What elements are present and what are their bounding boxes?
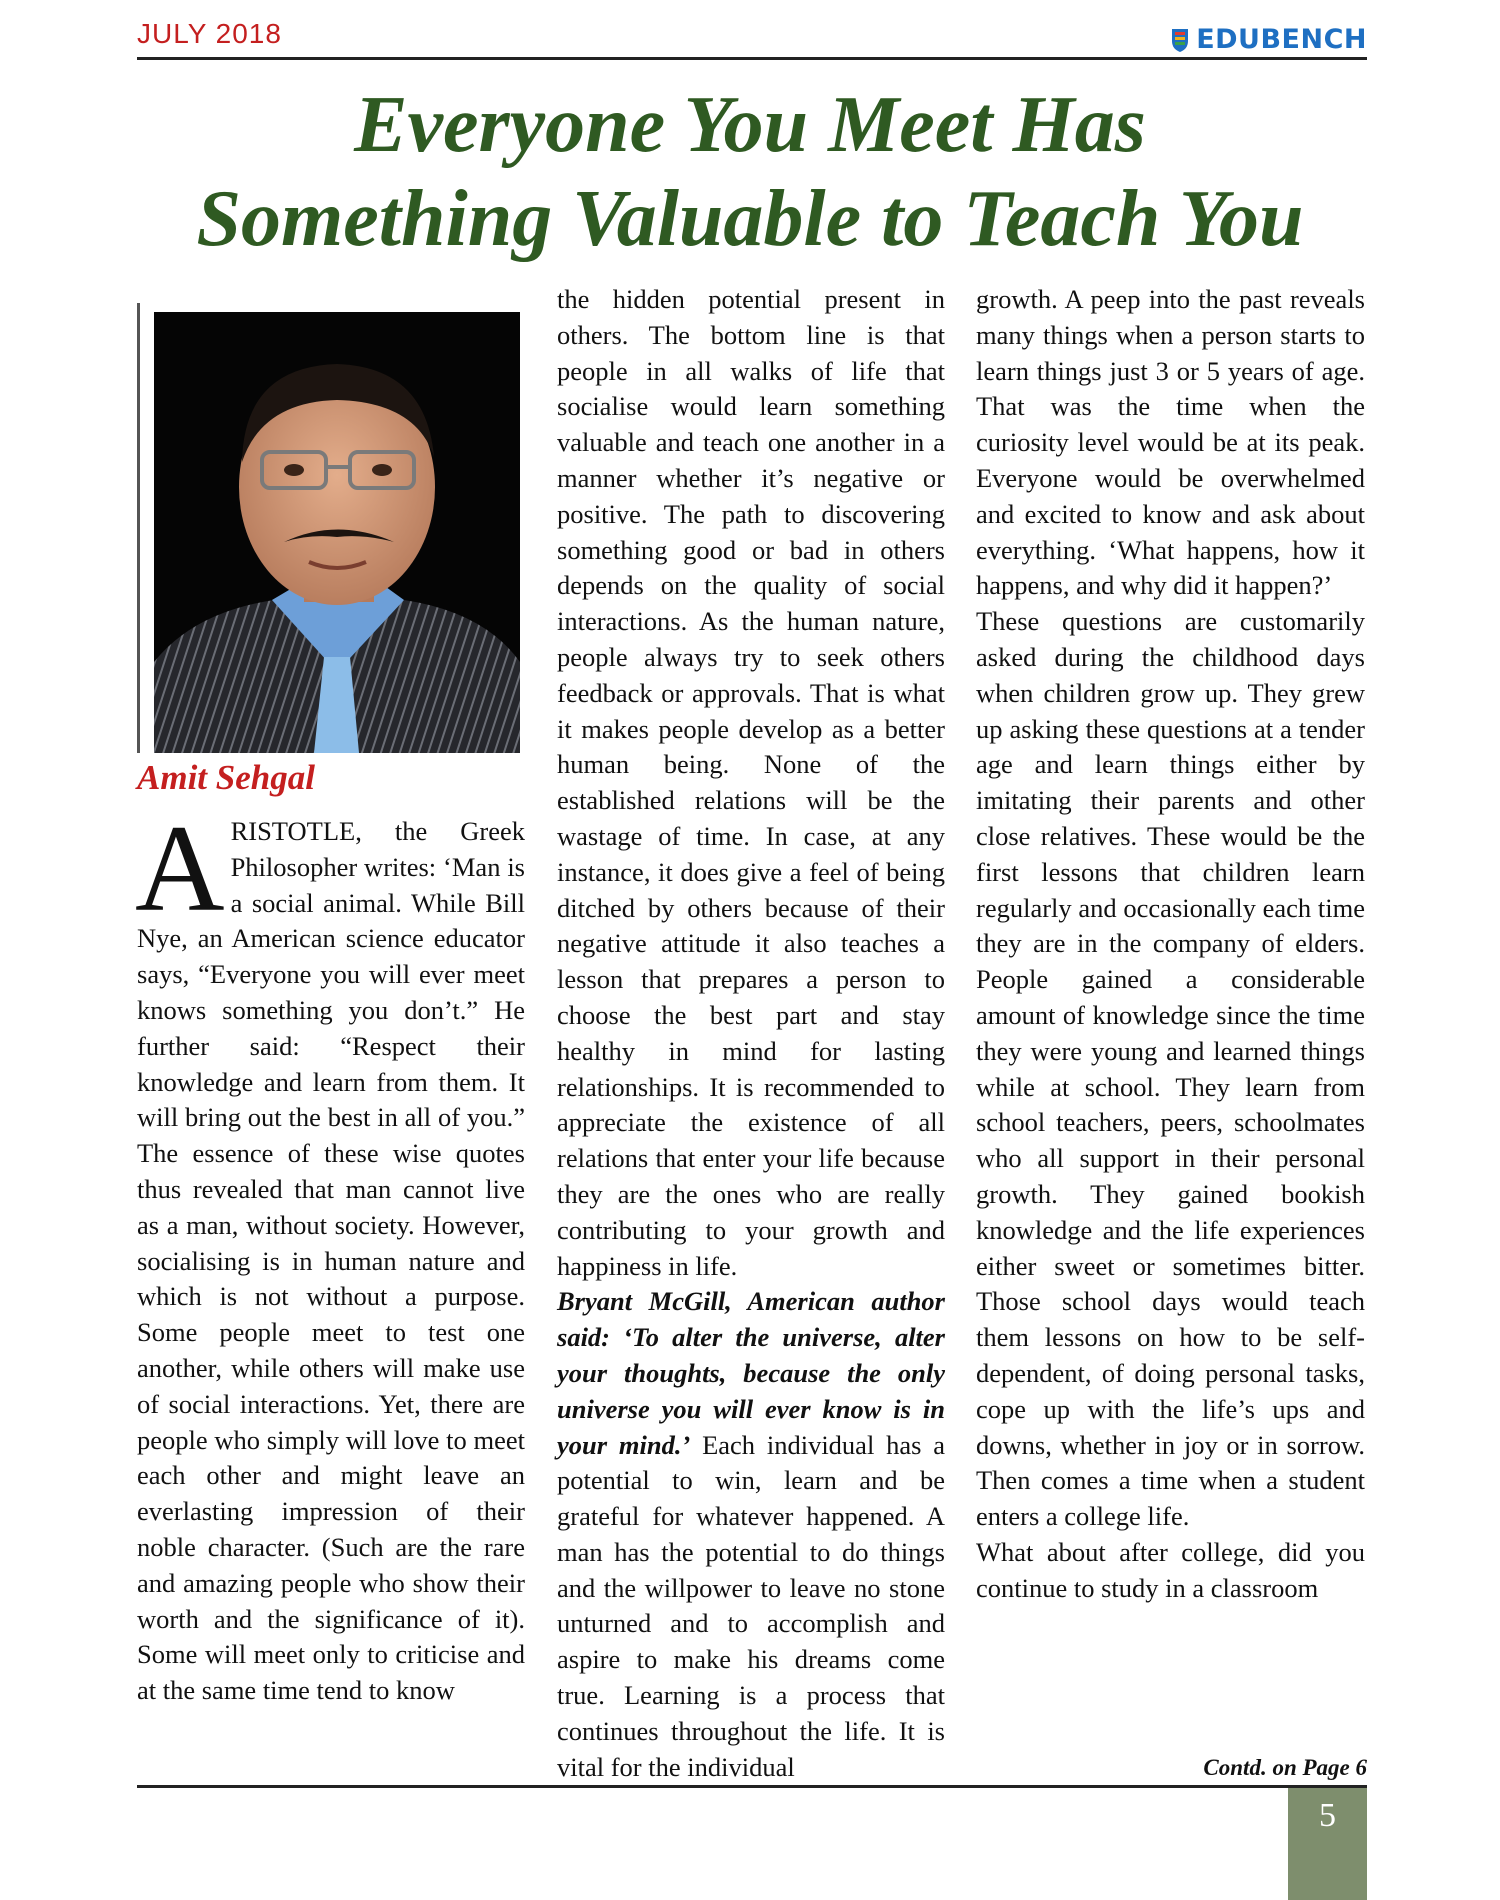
- author-photo: [154, 312, 520, 753]
- title-line-2: Something Valuable to Teach You: [196, 175, 1304, 263]
- brand-name: EDUBENCH: [1196, 24, 1367, 55]
- paragraph: growth. A peep into the past reveals many things when a person starts to learn things just 3 or 5 years of age. That was the time when the curiosity level would be at its peak. Everyone would be overwhelmed and excited to know and ask about everything. ‘What happens, how it happens, and why did it happen?’: [976, 284, 1365, 601]
- author-name: Amit Sehgal: [137, 758, 315, 797]
- quote-paragraph: [557, 1284, 945, 1785]
- drop-cap: A: [135, 800, 225, 937]
- brand-logo: [1170, 24, 1367, 55]
- paragraph: What about after college, did you continue to study in a classroom: [976, 1536, 1365, 1603]
- article-column-2: [557, 282, 945, 1785]
- article-column-3: [976, 282, 1365, 1606]
- pull-quote: Bryant McGill, American author said: ‘To alter the universe, alter your thoughts, because the only universe you will ever know is in your mind.’: [557, 1286, 945, 1460]
- title-line-1: Everyone You Meet Has: [354, 81, 1146, 169]
- top-rule: [137, 57, 1367, 60]
- page-header: [137, 18, 1367, 58]
- paragraph: the hidden potential present in others. The bottom line is that people in all walks of life that socialise would learn something valuable and teach one another in a manner whether it’s negative or positive. The path to discovering something good or bad in others depends on the quality of social interactions. As the human nature, people always try to seek others feedback or approvals. That is what it makes people develop as a better human being. None of the established relations will be the wastage of time. In case, at any instance, it does give a feel of being ditched by others because of their negative attitude it also teaches a lesson that prepares a person to choose the best part and stay healthy in mind for lasting relationships. It is recommended to appreciate the existence of all relations that enter your life because they are the ones who are really contributing to your growth and happiness in life.: [557, 284, 945, 1281]
- paragraph-text: RISTOTLE, the Greek Philosopher writes: ‘Man is a social animal. While Bill Nye, an American science educator says, “Everyone you will ever meet knows something you don’t.” He further said: “Respect their knowledge and learn from them. It will bring out the best in all of you.” The essence of these wise quotes thus revealed that man cannot live as a man, without society. However, socialising is in human nature and which is not without a purpose. Some people meet to test one another, while others will make use of social interactions. Yet, there are people who simply will love to meet each other and might leave an everlasting impression of their noble character. (Such are the rare and amazing people who show their worth and the significance of it). Some will meet only to criticise and at the same time tend to know: [137, 816, 525, 1706]
- paragraph-text: Each individual has a potential to win, learn and be grateful for whatever happened. A man has the potential to do things and the willpower to leave no stone unturned and to accomplish and aspire to make his dreams come true. Learning is a process that continues throughout the life. It is vital for the individual: [557, 1429, 945, 1782]
- continued-note: Contd. on Page 6: [1203, 1755, 1367, 1780]
- author-photo-frame: [137, 303, 520, 753]
- article-title: [100, 78, 1400, 266]
- article-column-1: [135, 800, 525, 1709]
- page-number: 5: [1288, 1788, 1367, 1900]
- opening-paragraph: [135, 800, 525, 1709]
- shield-book-icon: [1170, 27, 1190, 53]
- bottom-rule: [137, 1785, 1367, 1788]
- paragraph: These questions are customarily asked during the childhood days when children grow up. They grew up asking these questions at a tender age and learn things either by imitating their parents and other close relatives. These would be the first lessons that children learn regularly and occasionally each time they are in the company of elders. People gained a considerable amount of knowledge since the time they were young and learned things while at school. They learn from school teachers, peers, schoolmates who all support in their personal growth. They gained bookish knowledge and the life experiences either sweet or sometimes bitter. Those school days would teach them lessons on how to be self-dependent, of doing personal tasks, cope up with the life’s ups and downs, whether in joy or in sorrow. Then comes a time when a student enters a college life.: [976, 606, 1365, 1532]
- issue-date: JULY 2018: [137, 18, 282, 49]
